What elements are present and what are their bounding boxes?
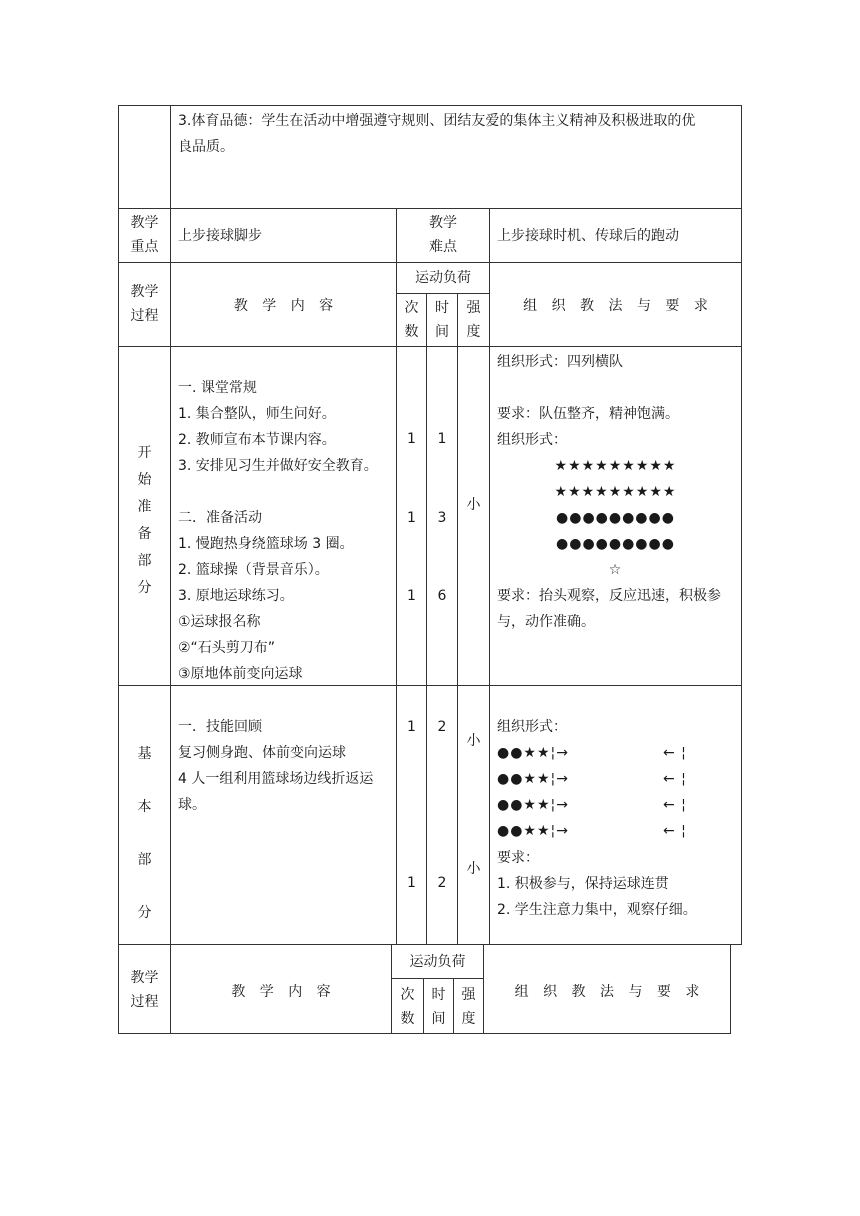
content-line: ①运球报名称: [178, 614, 261, 630]
table-border: [118, 346, 742, 347]
content-line: [178, 479, 378, 505]
formation-diagram: [490, 453, 741, 583]
table-border: [118, 1033, 731, 1034]
content-line: 2. 篮球操（背景音乐）。: [178, 562, 329, 578]
section1-content: [178, 375, 378, 687]
content-line: 复习侧身跑、体前变向运球: [178, 745, 346, 761]
content-line: 二．准备活动: [178, 510, 262, 526]
difficult-point-value: 上步接球时机、传球后的跑动: [497, 228, 679, 244]
content-line: ②“石头剪刀布”: [178, 640, 276, 656]
times-header: 次 数: [404, 300, 419, 340]
intensity-header-2: 强 度: [461, 987, 476, 1027]
method-line: 要求：队伍整齐，精神饱满。: [497, 406, 679, 422]
load-times: 1: [407, 431, 416, 447]
load-times: 1: [407, 510, 416, 526]
objective-line-2: 良品质。: [178, 139, 234, 155]
method-line: 组织形式：: [497, 432, 567, 448]
table-border: [118, 105, 742, 106]
content-header-2: 教 学 内 容: [231, 984, 331, 1000]
load-header-2: 运动负荷: [409, 954, 466, 970]
org-form-label: 组织形式：: [497, 719, 567, 735]
table-border: [396, 293, 489, 294]
formation-row-dots: ●●●●●●●●●: [556, 536, 675, 552]
load-intensity: 小: [466, 861, 481, 877]
table-border: [118, 262, 742, 263]
table-border: [391, 978, 483, 979]
section1-method-bottom: [497, 583, 721, 635]
method-line: 组织形式：四列横队: [497, 354, 623, 370]
requirement-line: 2. 学生注意力集中，观察仔细。: [497, 902, 697, 918]
drill-row-right: ← ¦: [663, 745, 687, 761]
method-line: 要求：抬头观察，反应迅速，积极参: [497, 588, 721, 604]
load-header: 运动负荷: [415, 270, 471, 286]
load-times: 1: [407, 719, 416, 735]
method-header: 组 织 教 法 与 要 求: [523, 298, 708, 314]
drill-row: [497, 818, 737, 844]
load-times: 1: [407, 875, 416, 891]
times-header-2: 次 数: [400, 987, 415, 1027]
section1-label: 开 始 准 备 部 分: [137, 445, 152, 596]
drill-row-left: ●●★★¦→: [497, 823, 569, 839]
load-time: 1: [437, 431, 447, 447]
load-times: 1: [407, 588, 416, 604]
content-line: ③原地体前变向运球: [178, 666, 303, 682]
drill-row-left: ●●★★¦→: [497, 745, 569, 761]
drill-row: [497, 740, 737, 766]
content-line: 1. 慢跑热身绕篮球场 3 圈。: [178, 536, 354, 552]
key-point-label: 教学 重点: [130, 215, 159, 255]
requirement-line: 要求：: [497, 850, 539, 866]
content-line: 一．技能回顾: [178, 719, 262, 735]
drill-row-left: ●●★★¦→: [497, 771, 569, 787]
table-border: [118, 208, 742, 209]
load-time: 2: [437, 875, 447, 891]
section2-requirements: [497, 845, 697, 923]
content-line: 3. 安排见习生并做好安全教育。: [178, 458, 378, 474]
content-line: 2. 教师宣布本节课内容。: [178, 432, 336, 448]
content-header: 教 学 内 容: [233, 298, 334, 314]
method-line: 与，动作准确。: [497, 614, 595, 630]
intensity-header: 强 度: [466, 300, 481, 340]
content-line: 一. 课堂常规: [178, 380, 257, 396]
method-line: [497, 375, 679, 401]
difficult-point-label: 教学 难点: [429, 215, 457, 255]
section1-method-top: [497, 349, 679, 453]
drill-row-right: ← ¦: [663, 797, 687, 813]
table-border: [730, 944, 731, 1034]
drill-row: [497, 792, 737, 818]
table-border: [741, 105, 742, 945]
formation-row-dots: ●●●●●●●●●: [556, 510, 675, 526]
process-header: 教学 过程: [130, 284, 159, 324]
load-time: 6: [437, 588, 447, 604]
content-line: 1. 集合整队，师生问好。: [178, 406, 336, 422]
time-header: 时 间: [435, 300, 449, 340]
objective-line-1: 3.体育品德：学生在活动中增强遵守规则、团结友爱的集体主义精神及积极进取的优: [178, 113, 696, 129]
time-header-2: 时 间: [431, 987, 446, 1027]
table-border: [170, 105, 171, 945]
formation-row-stars: ★★★★★★★★★: [554, 484, 677, 500]
key-point-value: 上步接球脚步: [178, 228, 262, 244]
table-border: [426, 293, 427, 945]
section2-content: [178, 714, 373, 818]
load-time: 3: [437, 510, 447, 526]
section2-label: 基 本 部 分: [137, 746, 152, 921]
content-line: 3. 原地运球练习。: [178, 588, 294, 604]
formation-row-stars: ★★★★★★★★★: [554, 458, 677, 474]
drill-row-left: ●●★★¦→: [497, 797, 569, 813]
requirement-line: 1. 积极参与，保持运球连贯: [497, 876, 669, 892]
teacher-star-icon: ☆: [608, 562, 623, 578]
drill-diagram: [497, 740, 737, 844]
method-header-2: 组 织 教 法 与 要 求: [514, 984, 700, 1000]
drill-row-right: ← ¦: [663, 771, 687, 787]
drill-row: [497, 766, 737, 792]
load-intensity: 小: [466, 733, 481, 749]
load-intensity: 小: [466, 497, 481, 513]
content-line: 球。: [178, 797, 206, 813]
table-border: [457, 293, 458, 945]
process-header-2: 教学 过程: [130, 970, 159, 1010]
table-border: [118, 944, 731, 945]
load-time: 2: [437, 719, 447, 735]
content-line: 4 人一组利用篮球场边线折返运: [178, 771, 374, 787]
drill-row-right: ← ¦: [663, 823, 687, 839]
